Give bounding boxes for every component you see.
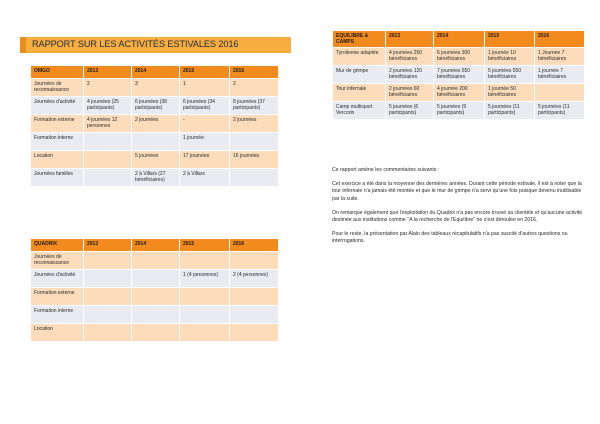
year-header: 2013 xyxy=(84,66,132,79)
table-cell: 2 à Villars (27 bénéficiaires) xyxy=(132,169,180,187)
table-cell: 6 journées (38 participants) xyxy=(132,97,180,115)
table-cell: 2 à Villars xyxy=(180,169,230,187)
table-cell xyxy=(132,270,180,288)
table-cell: 5 journées xyxy=(132,151,180,169)
row-label: Tyrolienne adaptée xyxy=(333,48,386,66)
table-header-row xyxy=(31,66,279,79)
table-cell xyxy=(84,169,132,187)
table-cell: 4 journée 200 bénéficiaires xyxy=(434,84,485,102)
table-name-header: OMGO xyxy=(31,66,84,79)
table-cell: 4 journées (25 participants) xyxy=(84,97,132,115)
table-row xyxy=(31,151,279,169)
table-row xyxy=(333,48,585,66)
year-header: 2016 xyxy=(230,66,279,79)
table-cell: 2 xyxy=(84,79,132,97)
table-cell: 1 Journée 7 bénéficiaires xyxy=(535,48,585,66)
comment-paragraph: Pour le reste, la présentation par Alain des tableaux récapitulatifs n'a pas suscité d'autres questions ou interrogations. xyxy=(332,231,568,245)
equilibre-table xyxy=(332,30,585,120)
year-header: 2015 xyxy=(180,66,230,79)
row-label: Camp multisport Vercorin xyxy=(333,102,386,120)
table-cell xyxy=(132,252,180,270)
table-cell xyxy=(180,324,230,342)
comment-paragraph: Cet exercice a été dans la moyenne des dernières années. Durant cette période estivale, il est à noter que la tour infernale n'a jamais été montée et que le mur de grimpe n'a servi qu'une fois puisque devenu inutilisable par la suite. xyxy=(332,181,582,202)
year-header: 2014 xyxy=(434,31,485,48)
table-cell xyxy=(132,288,180,306)
year-header: 2013 xyxy=(386,31,434,48)
table-cell xyxy=(230,288,279,306)
table-cell xyxy=(230,169,279,187)
year-header: 2015 xyxy=(180,239,230,252)
table-cell: 2 xyxy=(230,79,279,97)
table-cell xyxy=(84,133,132,151)
table-name-header: EQUILIBRE & CAMPS xyxy=(333,31,386,48)
year-header: 2014 xyxy=(132,66,180,79)
table-cell: 7 journées 650 bénéficiaires xyxy=(434,66,485,84)
row-label: Journées d'activité xyxy=(31,97,84,115)
table-cell xyxy=(132,324,180,342)
table-cell xyxy=(180,306,230,324)
row-label: Formation externe xyxy=(31,288,84,306)
table-cell xyxy=(84,324,132,342)
table-row xyxy=(31,79,279,97)
table-cell: 17 journées xyxy=(180,151,230,169)
table-cell: 5 journées (11 participants) xyxy=(485,102,535,120)
row-label: Journées d'activité xyxy=(31,270,84,288)
table-cell xyxy=(230,324,279,342)
table-cell xyxy=(84,288,132,306)
table-header-row xyxy=(31,239,279,252)
table-cell: 1 journée 7 bénéficiaires xyxy=(535,66,585,84)
table-cell: 2 (4 personnes) xyxy=(230,270,279,288)
row-label: Journées de reconnaissance xyxy=(31,252,84,270)
comment-paragraph: Ce rapport amène les commentaires suivants : xyxy=(332,167,440,173)
table-cell: 6 journées (34 participants) xyxy=(180,97,230,115)
table-cell: 2 journées 60 bénéficiaires xyxy=(386,84,434,102)
table-cell: 2 journées 120 bénéficiaires xyxy=(386,66,434,84)
table-cell: 5 journées 550 bénéficiaires xyxy=(485,66,535,84)
table-cell: 5 journées (6 participants) xyxy=(386,102,434,120)
table-cell: 2 journées xyxy=(230,115,279,133)
table-cell xyxy=(132,306,180,324)
report-title: RAPPORT SUR LES ACTIVITÉS ESTIVALES 2016 xyxy=(32,39,239,49)
table-cell: 5 journées (9 participants) xyxy=(434,102,485,120)
table-row xyxy=(31,97,279,115)
table-row xyxy=(31,324,279,342)
year-header: 2013 xyxy=(84,239,132,252)
table-cell: - xyxy=(180,115,230,133)
table-cell xyxy=(230,252,279,270)
quadrix-table xyxy=(30,238,279,342)
table-cell: 1 (4 personnes) xyxy=(180,270,230,288)
table-cell xyxy=(84,151,132,169)
row-label: Formation interne xyxy=(31,133,84,151)
row-label: Formation interne xyxy=(31,306,84,324)
table-cell xyxy=(84,306,132,324)
row-label: Journées familles xyxy=(31,169,84,187)
report-title-bar xyxy=(20,37,291,53)
table-cell xyxy=(84,270,132,288)
table-row xyxy=(333,84,585,102)
table-cell xyxy=(84,252,132,270)
table-cell xyxy=(230,133,279,151)
table-cell: 4 journées 250 bénéficiaires xyxy=(386,48,434,66)
table-cell: 6 journées 300 bénéficiaires xyxy=(434,48,485,66)
table-header-row xyxy=(333,31,585,48)
table-cell: 1 journée xyxy=(180,133,230,151)
table-cell: 4 journées 12 personnes xyxy=(84,115,132,133)
comment-paragraph: On remarque également que l'exploitation du Quadrix n'a pas encore trouvé sa clientèle et qu'aucune activité destinée aux institutions comme "A la recherche de l'Equilibre" ne s'est déroulée en 2016. xyxy=(332,209,583,224)
table-cell xyxy=(180,288,230,306)
table-cell: 1 journée 10 bénéficiaires xyxy=(485,48,535,66)
row-label: Mur de grimpe xyxy=(333,66,386,84)
year-header: 2015 xyxy=(485,31,535,48)
table-row xyxy=(333,66,585,84)
table-row xyxy=(31,133,279,151)
table-cell: 2 journées xyxy=(132,115,180,133)
omgo-table xyxy=(30,65,279,187)
row-label: Formation externe xyxy=(31,115,84,133)
table-cell: 1 xyxy=(180,79,230,97)
table-cell: 3 xyxy=(132,79,180,97)
table-cell: 5 journées (11 participants) xyxy=(535,102,585,120)
year-header: 2014 xyxy=(132,239,180,252)
year-header: 2016 xyxy=(230,239,279,252)
table-row xyxy=(333,102,585,120)
table-row xyxy=(31,306,279,324)
table-cell xyxy=(230,306,279,324)
comments-section xyxy=(332,167,584,253)
table-name-header: QUADRIX xyxy=(31,239,84,252)
table-row xyxy=(31,115,279,133)
table-cell xyxy=(132,133,180,151)
table-row xyxy=(31,169,279,187)
row-label: Location xyxy=(31,324,84,342)
table-cell: 16 journées xyxy=(230,151,279,169)
table-cell: 8 journées (37 participants) xyxy=(230,97,279,115)
table-cell xyxy=(180,252,230,270)
row-label: Location xyxy=(31,151,84,169)
table-cell xyxy=(535,84,585,102)
year-header: 2016 xyxy=(535,31,585,48)
row-label: Tour infernale xyxy=(333,84,386,102)
table-row xyxy=(31,252,279,270)
row-label: Journées de reconnaissance xyxy=(31,79,84,97)
table-row xyxy=(31,270,279,288)
table-row xyxy=(31,288,279,306)
table-cell: 1 journée 50 bénéficiaires xyxy=(485,84,535,102)
